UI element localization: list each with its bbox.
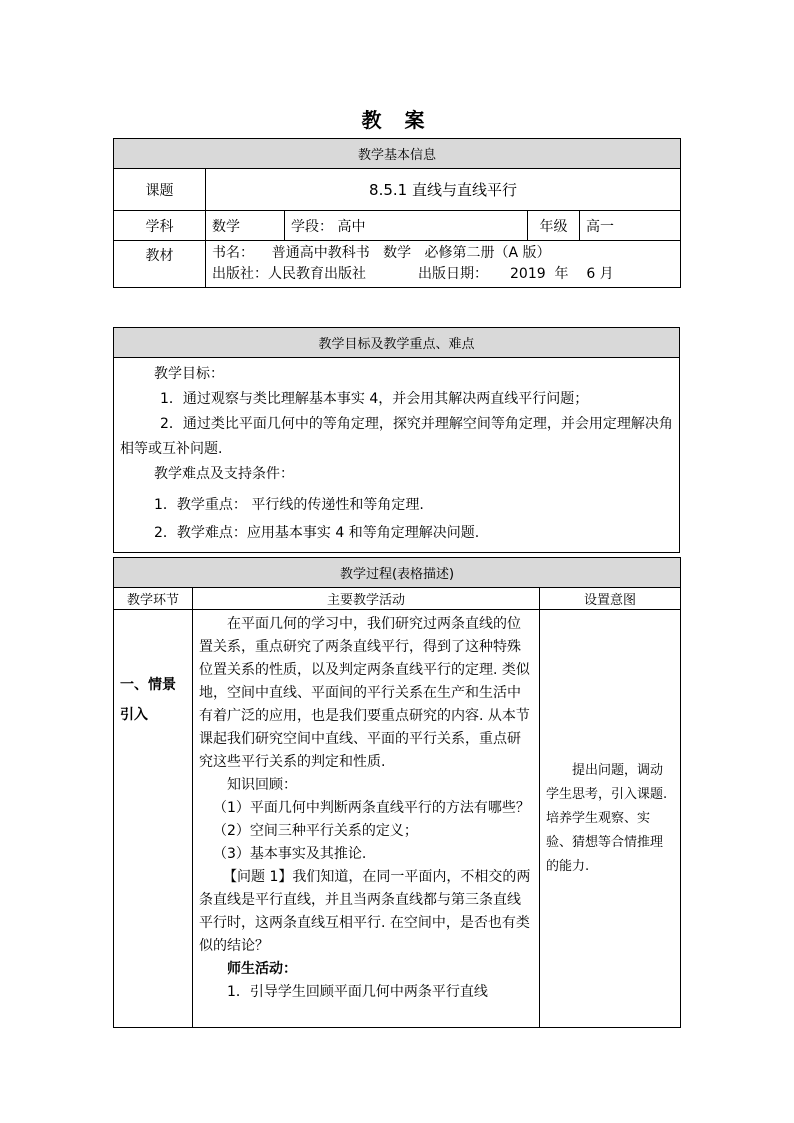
publisher-row xyxy=(212,264,674,285)
key-point: 1．教学重点： 平行线的传递性和等角定理. xyxy=(154,497,424,513)
col-stage-header: 教学环节 xyxy=(114,588,193,610)
design-intent: 提出问题，调动学生思考，引入课题. 培养学生观察、实验、猜想等合情推理的能力. xyxy=(540,610,681,1028)
goals-content xyxy=(114,358,680,553)
activity-paragraph-1: 在平面几何的学习中，我们研究过两条直线的位置关系，重点研究了两条直线平行，得到了这种特殊位置关系的性质，以及判定两条直线平行的定理. 类似地，空间中直线、平面间的平行关系在生产和生活中有着广泛的应用，也是我们要重点研究的内容. 从本节课起我们研究空间中直线、平面的平行关系，重点研究这些平行关系的判定和性质. xyxy=(199,616,530,770)
topic-value: 8.5.1 直线与直线平行 xyxy=(206,169,681,211)
activity-content xyxy=(193,610,540,1028)
activity-paragraph-8: 1．引导学生回顾平面几何中两条平行直线 xyxy=(227,984,488,1000)
goals-header: 教学目标及教学重点、难点 xyxy=(114,328,680,358)
activity-paragraph-5: （3）基本事实及其推论. xyxy=(213,846,367,862)
textbook-label: 教材 xyxy=(114,241,206,288)
difficult-point: 2．教学难点：应用基本事实 4 和等角定理解决问题. xyxy=(154,525,480,541)
activity-paragraph-2: 知识回顾： xyxy=(227,777,297,793)
pub-date-label: 出版日期： xyxy=(418,266,488,282)
basic-info-header: 教学基本信息 xyxy=(114,139,681,169)
stage-cell xyxy=(285,211,528,241)
grade-label: 年级 xyxy=(528,211,580,241)
process-table xyxy=(113,557,681,1028)
book-line: 书名： 普通高中教科书 数学 必修第二册（A 版） xyxy=(212,245,551,261)
stage-value: 高中 xyxy=(337,218,366,235)
col-activity-header: 主要教学活动 xyxy=(193,588,540,610)
textbook-value xyxy=(206,241,681,288)
stage-label: 学段： xyxy=(291,218,333,235)
objective-1: 1．通过观察与类比理解基本事实 4，并会用其解决两直线平行问题； xyxy=(160,391,589,407)
objective-2: 2．通过类比平面几何中的等角定理，探究并理解空间等角定理，并会用定理解决角相等或互补问题. xyxy=(120,416,673,457)
pub-date-value: 2019 年 6 月 xyxy=(510,266,614,282)
activity-paragraph-7: 师生活动： xyxy=(227,961,297,977)
document-title: 教 案 xyxy=(361,108,433,132)
activity-paragraph-4: （2）空间三种平行关系的定义； xyxy=(213,823,418,839)
objectives-title: 教学目标： xyxy=(154,366,224,382)
col-intent-header: 设置意图 xyxy=(540,588,681,610)
subject-value: 数学 xyxy=(206,211,285,241)
goals-table xyxy=(113,327,680,553)
activity-paragraph-3: （1）平面几何中判断两条直线平行的方法有哪些？ xyxy=(213,800,530,816)
grade-value: 高一 xyxy=(580,211,681,241)
process-header: 教学过程(表格描述) xyxy=(114,558,681,588)
activity-paragraph-6: 【问题 1】我们知道，在同一平面内，不相交的两条直线是平行直线，并且当两条直线都与第三条直线平行时，这两条直线互相平行. 在空间中，是否也有类似的结论？ xyxy=(199,869,531,954)
subject-label: 学科 xyxy=(114,211,206,241)
publisher-line: 出版社：人民教育出版社 xyxy=(212,266,366,282)
stage-name: 一、情景引入 xyxy=(114,610,193,1028)
topic-label: 课题 xyxy=(114,169,206,211)
basic-info-table xyxy=(113,138,681,288)
key-title: 教学难点及支持条件： xyxy=(154,466,294,482)
